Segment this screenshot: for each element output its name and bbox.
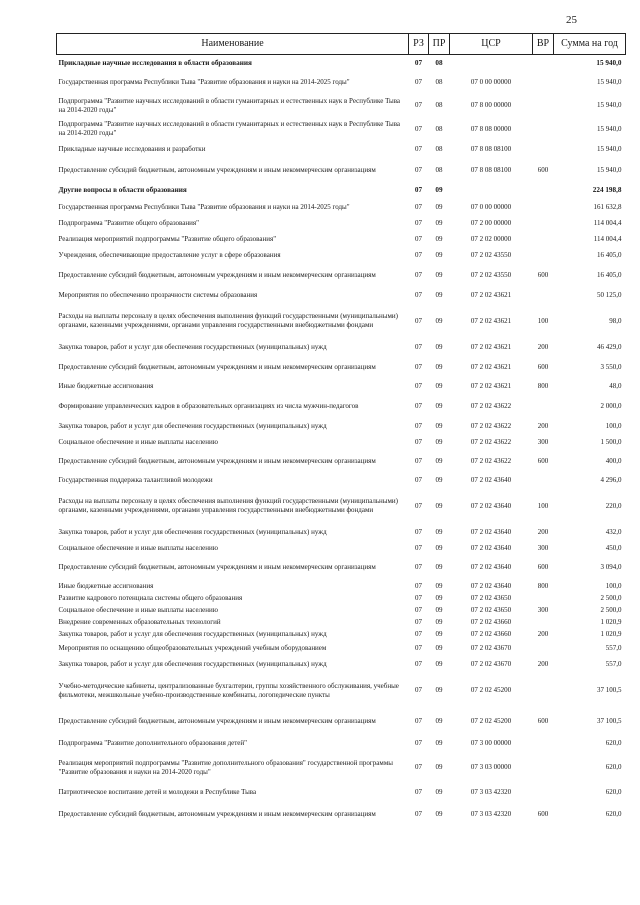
row-name-cell: Социальное обеспечение и иные выплаты населению [58, 437, 218, 446]
row-rz-cell: 07 [415, 166, 422, 175]
row-sum-cell: 557,0 [605, 644, 622, 653]
row-name-cell: Прикладные научные исследования и разработки [58, 145, 206, 154]
column-header-pr: ПР [429, 34, 450, 55]
row-vr-cell: 100 [537, 316, 549, 325]
row-rz-cell: 07 [415, 660, 422, 669]
row-csr-cell: 07 2 02 43640 [470, 527, 512, 536]
row-rz-cell: 07 [415, 686, 422, 695]
row-csr-cell: 07 2 02 45200 [470, 686, 512, 695]
row-pr-cell: 09 [435, 788, 443, 797]
row-pr-cell: 09 [435, 594, 443, 603]
row-vr-cell [533, 141, 554, 159]
row-rz-cell: 07 [415, 501, 422, 510]
row-csr-cell: 07 2 02 43640 [470, 581, 512, 590]
row-csr-cell: 07 8 08 00000 [470, 124, 512, 133]
row-vr-cell [533, 55, 554, 72]
row-pr-cell: 09 [435, 476, 443, 485]
row-sum-cell: 100,0 [605, 422, 622, 431]
row-sum-cell: 620,0 [605, 763, 622, 772]
row-sum-cell: 37 100,5 [597, 686, 622, 695]
row-pr-cell: 09 [435, 235, 443, 244]
row-sum-cell: 620,0 [605, 788, 622, 797]
row-rz-cell: 07 [415, 606, 422, 615]
row-pr-cell: 09 [435, 219, 443, 228]
table-row [57, 395, 626, 419]
row-csr-cell: 07 8 08 08100 [470, 145, 512, 154]
row-csr-cell: 07 2 02 43622 [470, 402, 512, 411]
table-row [57, 617, 626, 629]
row-name-cell: Государственная программа Республики Тыва "Развитие образования и науки на 2014-2025 годы" [58, 202, 350, 211]
row-csr-cell: 07 2 02 43621 [470, 290, 512, 299]
row-name-cell: Патриотическое воспитание детей и молодежи в Республике Тыва [58, 788, 257, 797]
row-vr-cell: 300 [537, 543, 549, 552]
table-row [57, 141, 626, 159]
row-sum-cell: 2 500,0 [600, 594, 622, 603]
row-rz-cell: 07 [415, 543, 422, 552]
row-pr-cell: 09 [435, 717, 443, 726]
row-sum-cell: 114 004,4 [593, 219, 622, 228]
row-csr-cell: 07 2 02 43640 [470, 563, 512, 572]
row-name-cell: Развитие кадрового потенциала системы общего образования [58, 594, 243, 603]
table-row [57, 118, 626, 141]
row-csr-cell: 07 8 08 08100 [470, 166, 512, 175]
table-row [57, 753, 626, 783]
table-row [57, 629, 626, 641]
row-sum-cell: 3 094,0 [600, 563, 622, 572]
row-csr-cell: 07 2 02 43670 [470, 644, 512, 653]
row-name-cell: Мероприятия по обеспечению прозрачности системы образования [58, 290, 258, 299]
row-csr-cell: 07 2 02 43622 [470, 422, 512, 431]
row-vr-cell [533, 753, 554, 783]
row-vr-cell [533, 473, 554, 489]
row-pr-cell: 09 [435, 290, 443, 299]
row-pr-cell: 09 [435, 186, 443, 194]
row-pr-cell: 09 [435, 202, 443, 211]
row-pr-cell: 08 [435, 124, 443, 133]
row-vr-cell: 600 [537, 563, 549, 572]
row-csr-cell: 07 2 02 43622 [470, 456, 512, 465]
row-sum-cell: 16 405,0 [597, 251, 622, 260]
row-rz-cell: 07 [414, 186, 423, 194]
row-pr-cell: 09 [435, 618, 443, 627]
row-pr-cell: 09 [435, 686, 443, 695]
row-sum-cell: 46 429,0 [597, 342, 622, 351]
table-row [57, 435, 626, 450]
table-row [57, 641, 626, 657]
row-pr-cell: 09 [435, 456, 443, 465]
row-rz-cell: 07 [415, 78, 422, 87]
row-csr-cell: 07 2 02 43621 [470, 316, 512, 325]
table-row [57, 199, 626, 216]
row-name-cell: Иные бюджетные ассигнования [58, 581, 154, 590]
row-name-cell: Подпрограмма "Развитие научных исследований в области гуманитарных и естественных наук в Республике Тыва на 2014-2020 годы" [58, 96, 401, 114]
row-name-cell: Государственная поддержка талантливой молодежи [58, 476, 213, 485]
row-pr-cell: 09 [435, 251, 443, 260]
row-pr-cell: 09 [435, 382, 443, 391]
row-name-cell: Учебно-методические кабинеты, централизованные бухгалтерии, группы хозяйственного обслуживания, учебные фильмотеки, межшкольные учебно-производственные комбинаты, логопедические пункты [58, 681, 399, 699]
row-pr-cell: 09 [435, 644, 443, 653]
row-pr-cell: 09 [435, 660, 443, 669]
table-row [57, 72, 626, 94]
row-sum-cell: 15 940,0 [596, 58, 622, 67]
row-name-cell: Предоставление субсидий бюджетным, автономным учреждениям и иным некоммерческим организациям [58, 456, 376, 465]
table-row [57, 94, 626, 118]
row-vr-cell: 200 [537, 342, 549, 351]
row-vr-cell [533, 593, 554, 605]
row-rz-cell: 07 [415, 810, 422, 819]
row-vr-cell [533, 216, 554, 232]
row-rz-cell: 07 [415, 618, 422, 627]
row-vr-cell: 600 [537, 810, 549, 819]
row-name-cell: Расходы на выплаты персоналу в целях обеспечения выполнения функций государственными (муниципальными) органами, казенными учреждениями, органами управления государственными внебюджетными фондами [58, 497, 399, 514]
row-vr-cell [533, 248, 554, 264]
row-csr-cell: 07 2 00 00000 [470, 219, 512, 228]
row-csr-cell: 07 2 02 43621 [470, 382, 512, 391]
row-sum-cell: 1 020,9 [600, 630, 622, 639]
row-pr-cell: 09 [435, 437, 443, 446]
row-rz-cell: 07 [415, 316, 422, 325]
row-sum-cell: 432,0 [605, 527, 622, 536]
row-name-cell: Социальное обеспечение и иные выплаты населению [58, 543, 218, 552]
row-rz-cell: 07 [415, 437, 422, 446]
row-sum-cell: 100,0 [605, 581, 622, 590]
row-sum-cell: 400,0 [605, 456, 622, 465]
row-vr-cell: 600 [537, 362, 549, 371]
row-rz-cell: 07 [415, 739, 422, 748]
row-vr-cell: 600 [537, 456, 549, 465]
row-pr-cell: 09 [435, 543, 443, 552]
row-sum-cell: 15 940,0 [597, 78, 622, 87]
row-vr-cell [533, 783, 554, 803]
row-vr-cell: 800 [537, 382, 549, 391]
row-sum-cell: 557,0 [605, 660, 622, 669]
row-name-cell: Мероприятия по оснащению общеобразовательных учреждений учебным оборудованием [58, 644, 327, 653]
row-rz-cell: 07 [415, 382, 422, 391]
row-sum-cell: 450,0 [605, 543, 622, 552]
row-pr-cell: 09 [435, 606, 443, 615]
row-rz-cell: 07 [415, 290, 422, 299]
row-vr-cell [533, 232, 554, 248]
row-sum-cell: 4 296,0 [600, 476, 622, 485]
row-rz-cell: 07 [415, 581, 422, 590]
table-row [57, 673, 626, 709]
row-sum-cell: 15 940,0 [597, 101, 622, 110]
table-row [57, 419, 626, 435]
row-csr-cell: 07 2 02 00000 [470, 235, 512, 244]
row-sum-cell: 16 405,0 [597, 270, 622, 279]
row-sum-cell: 114 004,4 [593, 235, 622, 244]
row-vr-cell: 600 [537, 270, 549, 279]
row-pr-cell: 08 [435, 101, 443, 110]
row-csr-cell: 07 2 02 43640 [470, 501, 512, 510]
row-vr-cell: 200 [537, 660, 549, 669]
table-row [57, 489, 626, 524]
table-row [57, 232, 626, 248]
row-csr-cell: 07 2 02 43660 [470, 618, 512, 627]
row-vr-cell [533, 118, 554, 141]
row-vr-cell: 200 [537, 527, 549, 536]
row-name-cell: Иные бюджетные ассигнования [58, 382, 154, 391]
row-rz-cell: 07 [415, 563, 422, 572]
row-name-cell: Предоставление субсидий бюджетным, автономным учреждениям и иным некоммерческим организациям [58, 270, 376, 279]
row-vr-cell: 600 [537, 166, 549, 175]
row-rz-cell: 07 [415, 644, 422, 653]
row-name-cell: Закупка товаров, работ и услуг для обеспечения государственных (муниципальных) нужд [58, 342, 327, 351]
row-csr-cell: 07 2 02 43640 [470, 476, 512, 485]
row-sum-cell: 15 940,0 [597, 145, 622, 154]
row-rz-cell: 07 [415, 362, 422, 371]
row-pr-cell: 09 [435, 810, 443, 819]
row-rz-cell: 07 [415, 101, 422, 110]
row-rz-cell: 07 [415, 251, 422, 260]
row-name-cell: Закупка товаров, работ и услуг для обеспечения государственных (муниципальных) нужд [58, 630, 327, 639]
column-header-csr: ЦСР [450, 34, 533, 55]
row-pr-cell: 09 [435, 630, 443, 639]
row-vr-cell: 300 [537, 437, 549, 446]
table-body [57, 55, 626, 827]
row-rz-cell: 07 [415, 763, 422, 772]
table-row [57, 248, 626, 264]
row-csr-cell: 07 2 02 43650 [470, 606, 512, 615]
row-vr-cell: 100 [537, 501, 549, 510]
row-name-cell: Расходы на выплаты персоналу в целях обеспечения выполнения функций государственными (муниципальными) органами, казенными учреждениями, органами управления государственными внебюджетными фондами [58, 312, 399, 329]
row-pr-cell: 09 [435, 739, 443, 748]
row-vr-cell: 200 [537, 630, 549, 639]
table-row [57, 287, 626, 304]
page-number: 25 [566, 14, 577, 26]
row-sum-cell: 15 940,0 [597, 124, 622, 133]
row-csr-cell: 07 2 02 45200 [470, 717, 512, 726]
row-pr-cell: 08 [435, 78, 443, 87]
row-pr-cell: 09 [435, 763, 443, 772]
row-name-cell: Реализация мероприятий подпрограммы "Развитие общего образования" [58, 235, 277, 244]
row-name-cell: Предоставление субсидий бюджетным, автономным учреждениям и иным некоммерческим организациям [58, 362, 376, 371]
row-rz-cell: 07 [415, 402, 422, 411]
column-header-name: Наименование [57, 34, 409, 55]
row-pr-cell: 09 [435, 422, 443, 431]
row-name-cell: Предоставление субсидий бюджетным, автономным учреждениям и иным некоммерческим организациям [58, 563, 376, 572]
row-rz-cell: 07 [415, 235, 422, 244]
row-rz-cell: 07 [415, 202, 422, 211]
row-name-cell: Государственная программа Республики Тыва "Развитие образования и науки на 2014-2025 годы" [58, 78, 350, 87]
row-name-cell: Подпрограмма "Развитие дополнительного образования детей" [58, 739, 248, 748]
row-vr-cell: 200 [537, 422, 549, 431]
row-sum-cell: 2 000,0 [600, 402, 622, 411]
row-name-cell: Другие вопросы в области образования [58, 186, 187, 194]
row-rz-cell: 07 [415, 342, 422, 351]
row-vr-cell: 600 [537, 717, 549, 726]
row-sum-cell: 3 550,0 [600, 362, 622, 371]
row-name-cell: Формирование управленческих кадров в образовательных организациях из числа мужчин-педагогов [58, 402, 359, 411]
table-row [57, 593, 626, 605]
column-header-rz: РЗ [409, 34, 429, 55]
table-row [57, 556, 626, 580]
table-row [57, 379, 626, 395]
row-pr-cell: 09 [435, 362, 443, 371]
row-sum-cell: 15 940,0 [597, 166, 622, 175]
row-rz-cell: 07 [415, 422, 422, 431]
row-csr-cell: 07 3 03 42320 [470, 810, 512, 819]
row-csr-cell: 07 0 00 00000 [470, 202, 512, 211]
table-row [57, 450, 626, 473]
row-name-cell: Предоставление субсидий бюджетным, автономным учреждениям и иным некоммерческим организациям [58, 810, 376, 819]
table-row [57, 605, 626, 617]
row-pr-cell: 09 [435, 501, 443, 510]
row-rz-cell: 07 [415, 630, 422, 639]
table-row [57, 657, 626, 673]
row-name-cell: Предоставление субсидий бюджетным, автономным учреждениям и иным некоммерческим организациям [58, 166, 376, 175]
row-vr-cell [533, 735, 554, 753]
row-name-cell: Социальное обеспечение и иные выплаты населению [58, 606, 218, 615]
row-name-cell: Предоставление субсидий бюджетным, автономным учреждениям и иным некоммерческим организациям [58, 717, 376, 726]
row-csr-cell: 07 8 00 00000 [470, 101, 512, 110]
row-sum-cell: 620,0 [605, 739, 622, 748]
row-csr-cell: 07 0 00 00000 [470, 78, 512, 87]
row-sum-cell: 161 632,8 [593, 202, 622, 211]
row-vr-cell [533, 617, 554, 629]
table-row [57, 783, 626, 803]
row-rz-cell: 07 [415, 594, 422, 603]
row-vr-cell: 800 [537, 581, 549, 590]
row-pr-cell: 08 [435, 166, 443, 175]
table-row [57, 735, 626, 753]
row-sum-cell: 224 198,8 [592, 186, 622, 194]
row-pr-cell: 09 [435, 527, 443, 536]
row-rz-cell: 07 [415, 270, 422, 279]
row-pr-cell: 08 [435, 145, 443, 154]
table-row [57, 541, 626, 556]
row-pr-cell: 09 [435, 563, 443, 572]
table-header-row [57, 34, 626, 55]
table-row [57, 304, 626, 339]
row-rz-cell: 07 [415, 717, 422, 726]
row-pr-cell: 09 [435, 402, 443, 411]
row-name-cell: Подпрограмма "Развитие научных исследований в области гуманитарных и естественных наук в Республике Тыва на 2014-2020 годы" [58, 120, 401, 137]
row-csr-cell [450, 183, 533, 199]
row-vr-cell [533, 72, 554, 94]
row-name-cell: Подпрограмма "Развитие общего образования" [58, 219, 199, 228]
row-pr-cell: 09 [435, 342, 443, 351]
row-vr-cell [533, 641, 554, 657]
row-sum-cell: 48,0 [609, 382, 622, 391]
row-pr-cell: 09 [435, 316, 443, 325]
row-name-cell: Реализация мероприятий подпрограммы "Развитие дополнительного образования" государственной программы "Развитие образования и науки на 2014-2020 годы" [58, 758, 393, 776]
row-vr-cell: 300 [537, 606, 549, 615]
row-csr-cell: 07 3 03 00000 [470, 763, 512, 772]
row-pr-cell: 08 [435, 58, 443, 67]
row-name-cell: Закупка товаров, работ и услуг для обеспечения государственных (муниципальных) нужд [58, 527, 327, 536]
row-rz-cell: 07 [415, 124, 422, 133]
table-row [57, 473, 626, 489]
table-row [57, 55, 626, 72]
row-csr-cell: 07 3 03 42320 [470, 788, 512, 797]
row-name-cell: Учреждения, обеспечивающие предоставление услуг в сфере образования [58, 251, 281, 260]
row-vr-cell [533, 199, 554, 216]
row-sum-cell: 98,0 [609, 316, 622, 325]
budget-table [56, 33, 626, 827]
row-sum-cell: 37 100,5 [597, 717, 622, 726]
row-name-cell: Закупка товаров, работ и услуг для обеспечения государственных (муниципальных) нужд [58, 422, 327, 431]
row-csr-cell: 07 2 02 43621 [470, 362, 512, 371]
table-row [57, 524, 626, 541]
row-sum-cell: 2 500,0 [600, 606, 622, 615]
row-sum-cell: 220,0 [605, 501, 622, 510]
row-csr-cell: 07 2 02 43670 [470, 660, 512, 669]
column-header-sum: Сумма на год [554, 34, 626, 55]
table-row [57, 803, 626, 827]
row-csr-cell: 07 2 02 43621 [470, 342, 512, 351]
row-csr-cell: 07 2 02 43550 [470, 270, 512, 279]
row-rz-cell: 07 [414, 58, 423, 67]
row-vr-cell [533, 395, 554, 419]
table-row [57, 580, 626, 593]
row-rz-cell: 07 [415, 145, 422, 154]
row-vr-cell [533, 94, 554, 118]
table-row [57, 709, 626, 735]
row-vr-cell [533, 183, 554, 199]
row-csr-cell: 07 2 02 43640 [470, 543, 512, 552]
table-row [57, 159, 626, 183]
row-csr-cell: 07 2 02 43650 [470, 594, 512, 603]
row-csr-cell: 07 3 00 00000 [470, 739, 512, 748]
row-rz-cell: 07 [415, 476, 422, 485]
row-vr-cell [533, 287, 554, 304]
row-sum-cell: 50 125,0 [597, 290, 622, 299]
row-pr-cell: 09 [435, 270, 443, 279]
row-csr-cell: 07 2 02 43660 [470, 630, 512, 639]
table-row [57, 356, 626, 379]
row-rz-cell: 07 [415, 219, 422, 228]
table-row [57, 264, 626, 287]
row-rz-cell: 07 [415, 788, 422, 797]
row-vr-cell [533, 673, 554, 709]
row-csr-cell [450, 55, 533, 72]
row-rz-cell: 07 [415, 527, 422, 536]
row-name-cell: Прикладные научные исследования в области образования [58, 58, 252, 67]
row-csr-cell: 07 2 02 43622 [470, 437, 512, 446]
row-pr-cell: 09 [435, 581, 443, 590]
row-sum-cell: 620,0 [605, 810, 622, 819]
row-name-cell: Закупка товаров, работ и услуг для обеспечения государственных (муниципальных) нужд [58, 660, 327, 669]
row-rz-cell: 07 [415, 456, 422, 465]
table-row [57, 339, 626, 356]
row-sum-cell: 1 500,0 [600, 437, 622, 446]
row-sum-cell: 1 020,9 [600, 618, 622, 627]
table-row [57, 216, 626, 232]
column-header-vr: ВР [533, 34, 554, 55]
table-row [57, 183, 626, 199]
row-csr-cell: 07 2 02 43550 [470, 251, 512, 260]
row-name-cell: Внедрение современных образовательных технологий [58, 618, 221, 627]
